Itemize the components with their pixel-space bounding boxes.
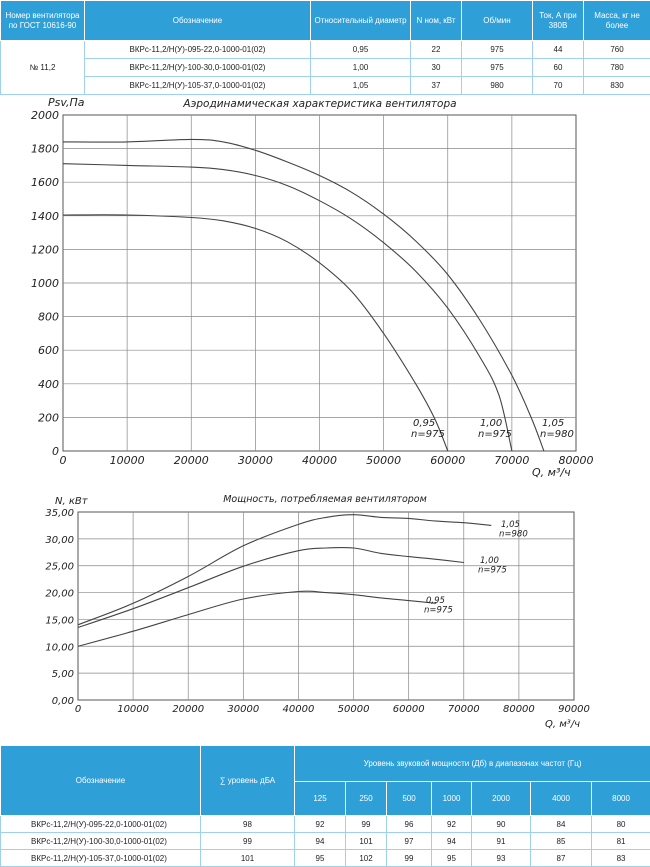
y-tick-label: 1200 — [31, 243, 59, 257]
spec-header-cell: Масса, кг не более — [584, 1, 650, 41]
x-tick-label: 30000 — [237, 454, 273, 467]
y-tick-label: 1000 — [31, 277, 59, 290]
x-tick-label: 10000 — [117, 704, 150, 715]
table-cell: 94 — [432, 833, 472, 850]
table-row — [1, 77, 650, 95]
table-row — [1, 833, 650, 850]
table-cell: ВКРс-11,2/Н(У)-100-30,0-1000-01(02) — [1, 833, 201, 850]
x-tick-label: 50000 — [366, 454, 402, 467]
table-cell: 83 — [592, 850, 650, 867]
table-row — [1, 41, 650, 59]
y-tick-label: 20,00 — [45, 588, 74, 600]
spec-header-cell: Обозначение — [85, 1, 311, 41]
series-rpm-label: n=975 — [411, 429, 445, 440]
table-cell: 975 — [462, 59, 533, 77]
noise-header-cell: ∑ уровень дБА — [201, 746, 295, 816]
series-line-0-95 — [78, 591, 436, 646]
table-cell: 1,00 — [311, 59, 411, 77]
y-tick-label: 0,00 — [51, 696, 74, 707]
table-cell: 99 — [387, 850, 432, 867]
series-line-1-05 — [63, 139, 544, 451]
table-cell: 93 — [472, 850, 531, 867]
y-tick-label: 5,00 — [51, 669, 74, 681]
noise-header-row — [1, 746, 650, 782]
table-cell: 95 — [295, 850, 346, 867]
spec-header-cell: Ток, А при 380В — [533, 1, 584, 41]
table-row — [1, 59, 650, 77]
x-tick-label: 0 — [59, 454, 67, 467]
y-axis-label: Psv,Па — [48, 96, 85, 109]
noise-header-cell: Обозначение — [1, 746, 201, 816]
y-tick-label: 400 — [38, 377, 59, 391]
x-tick-label: 80000 — [502, 704, 535, 715]
band-header-cell: 1000 — [432, 782, 472, 816]
series-rpm-label: n=975 — [478, 565, 507, 576]
x-tick-label: 20000 — [172, 704, 205, 715]
table-cell: ВКРс-11,2/Н(У)-105-37,0-1000-01(02) — [1, 850, 201, 867]
table-cell: 30 — [411, 59, 462, 77]
x-tick-label: 60000 — [392, 704, 425, 715]
table-cell: 98 — [201, 816, 295, 833]
chart-title: Мощность, потребляемая вентилятором — [223, 494, 427, 505]
chart-title: Аэродинамическая характеристика вентилятора — [183, 98, 457, 110]
series-rpm-label: n=980 — [499, 529, 528, 540]
y-tick-label: 600 — [38, 344, 59, 358]
y-tick-label: 30,00 — [45, 534, 74, 546]
table-cell: 97 — [387, 833, 432, 850]
x-tick-label: 70000 — [494, 454, 530, 467]
series-line-1-00 — [78, 547, 464, 627]
series-name-label: 1,05 — [501, 520, 520, 530]
table-cell: 87 — [531, 850, 592, 867]
x-tick-label: 60000 — [430, 454, 466, 467]
table-cell: 95 — [432, 850, 472, 867]
table-cell: 37 — [411, 77, 462, 95]
y-tick-label: 800 — [38, 310, 59, 324]
spec-header-cell: Об/мин — [462, 1, 533, 41]
x-tick-label: 40000 — [282, 704, 315, 715]
spec-header-cell: Номер вентилятора по ГОСТ 10616-90 — [1, 1, 85, 41]
table-cell: 91 — [472, 833, 531, 850]
y-tick-label: 2000 — [31, 109, 59, 122]
table-cell: 84 — [531, 816, 592, 833]
band-header-cell: 125 — [295, 782, 346, 816]
table-cell: 81 — [592, 833, 650, 850]
y-tick-label: 200 — [38, 411, 59, 425]
series-name-label: 1,00 — [480, 556, 499, 566]
table-cell: 0,95 — [311, 41, 411, 59]
spec-header-row — [1, 1, 650, 41]
table-cell: 85 — [531, 833, 592, 850]
table-row — [1, 816, 650, 833]
table-cell: ВКРс-11,2/Н(У)-105-37,0-1000-01(02) — [85, 77, 311, 95]
table-cell: 96 — [387, 816, 432, 833]
table-cell: 975 — [462, 41, 533, 59]
table-cell: 760 — [584, 41, 650, 59]
table-cell: 70 — [533, 77, 584, 95]
y-tick-label: 10,00 — [45, 642, 74, 654]
spec-table — [0, 0, 650, 95]
x-tick-label: 50000 — [337, 704, 370, 715]
table-cell: 102 — [346, 850, 387, 867]
x-tick-label: 0 — [74, 704, 82, 715]
x-tick-label: 90000 — [558, 704, 590, 715]
table-cell: ВКРс-11,2/Н(У)-100-30,0-1000-01(02) — [85, 59, 311, 77]
table-cell: ВКРс-11,2/Н(У)-095-22,0-1000-01(02) — [85, 41, 311, 59]
band-header-cell: 4000 — [531, 782, 592, 816]
band-header-cell: 250 — [346, 782, 387, 816]
table-cell: 60 — [533, 59, 584, 77]
x-axis-label: Q, м³/ч — [532, 466, 571, 479]
table-cell: 92 — [432, 816, 472, 833]
x-axis-label: Q, м³/ч — [545, 719, 581, 730]
series-name-label: 1,00 — [480, 418, 503, 429]
noise-header-cell: Уровень звуковой мощности (Дб) в диапазонах частот (Гц) — [295, 746, 650, 782]
y-tick-label: 15,00 — [45, 615, 74, 627]
power-chart — [0, 490, 650, 740]
table-cell: 980 — [462, 77, 533, 95]
noise-table — [0, 745, 650, 867]
table-cell: 1,05 — [311, 77, 411, 95]
x-tick-label: 70000 — [447, 704, 480, 715]
band-header-cell: 2000 — [472, 782, 531, 816]
y-axis-label: N, кВт — [55, 496, 88, 507]
y-tick-label: 1600 — [31, 176, 59, 190]
fan-number-cell: № 11,2 — [1, 41, 85, 95]
x-tick-label: 30000 — [227, 704, 260, 715]
table-row — [1, 850, 650, 867]
x-tick-label: 20000 — [173, 454, 209, 467]
y-tick-label: 1800 — [31, 142, 59, 156]
table-cell: 101 — [346, 833, 387, 850]
table-cell: ВКРс-11,2/Н(У)-095-22,0-1000-01(02) — [1, 816, 201, 833]
table-cell: 92 — [295, 816, 346, 833]
spec-header-cell: N ном, кВт — [411, 1, 462, 41]
series-rpm-label: n=980 — [540, 429, 574, 440]
series-name-label: 1,05 — [542, 418, 565, 429]
table-cell: 22 — [411, 41, 462, 59]
y-tick-label: 0 — [52, 445, 59, 458]
table-cell: 90 — [472, 816, 531, 833]
table-cell: 99 — [201, 833, 295, 850]
table-cell: 80 — [592, 816, 650, 833]
table-cell: 94 — [295, 833, 346, 850]
y-tick-label: 25,00 — [45, 561, 74, 573]
y-tick-label: 1400 — [31, 209, 59, 223]
series-name-label: 0,95 — [413, 418, 436, 429]
pressure-chart — [0, 95, 650, 485]
y-tick-label: 35,00 — [45, 508, 74, 519]
band-header-cell: 500 — [387, 782, 432, 816]
table-cell: 780 — [584, 59, 650, 77]
series-line-1-00 — [63, 164, 512, 451]
plot-frame — [78, 512, 574, 700]
x-tick-label: 80000 — [558, 454, 594, 467]
table-cell: 99 — [346, 816, 387, 833]
spec-header-cell: Относительный диаметр — [311, 1, 411, 41]
table-cell: 44 — [533, 41, 584, 59]
series-name-label: 0,95 — [426, 596, 445, 606]
table-cell: 101 — [201, 850, 295, 867]
table-cell: 830 — [584, 77, 650, 95]
x-tick-label: 10000 — [109, 454, 145, 467]
band-header-cell: 8000 — [592, 782, 650, 816]
x-tick-label: 40000 — [302, 454, 337, 467]
series-rpm-label: n=975 — [424, 605, 453, 616]
series-rpm-label: n=975 — [478, 429, 512, 440]
